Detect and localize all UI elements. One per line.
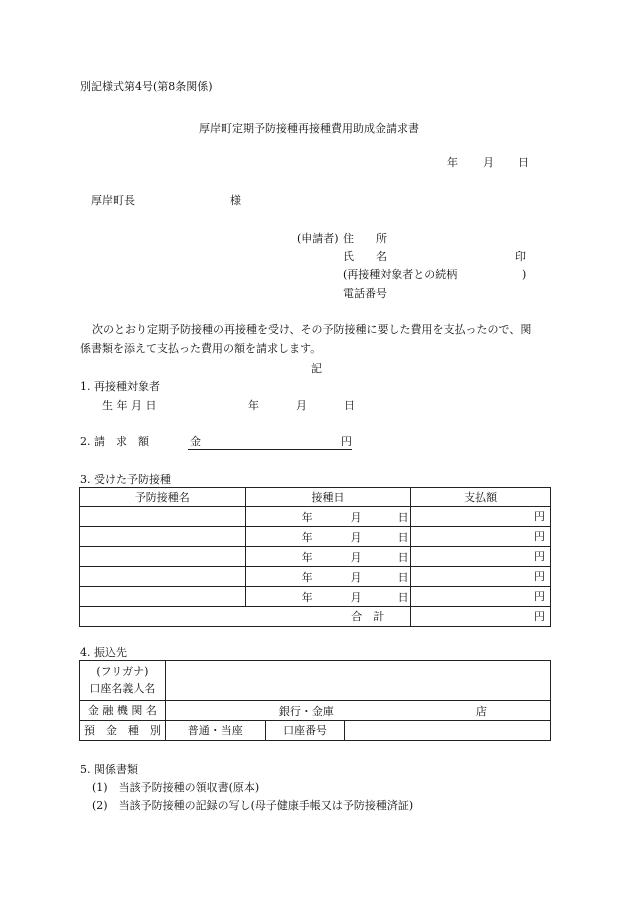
amount-cell[interactable]: 円 bbox=[411, 527, 551, 547]
col-header-amount: 支払額 bbox=[411, 488, 551, 507]
date-month: 月 bbox=[350, 571, 362, 584]
date-day: 日 bbox=[397, 551, 409, 564]
date-month: 月 bbox=[350, 551, 362, 564]
section4-heading: 4. 振込先 bbox=[80, 646, 127, 659]
applicant-label: (申請者) bbox=[297, 232, 339, 245]
bank-type: 銀行・金庫 bbox=[278, 705, 334, 718]
table-row bbox=[80, 567, 551, 587]
amount-cell[interactable]: 円 bbox=[411, 507, 551, 527]
date-day: 日 bbox=[397, 591, 409, 604]
bank-field[interactable] bbox=[165, 701, 550, 721]
date-year: 年 bbox=[301, 551, 313, 564]
date-cell[interactable] bbox=[245, 587, 411, 607]
col-header-date: 接種日 bbox=[245, 488, 411, 507]
name-label: 氏 名 bbox=[343, 250, 387, 263]
seal-mark: 印 bbox=[515, 250, 526, 263]
document-item: (2) 当該予防接種の記録の写し(母子健康手帳又は予防接種済証) bbox=[92, 799, 414, 812]
deposit-type[interactable]: 普通・当座 bbox=[165, 721, 265, 741]
date-month: 月 bbox=[350, 591, 362, 604]
form-number: 別記様式第4号(第8条関係) bbox=[80, 80, 213, 93]
deposit-label: 預 金 種 別 bbox=[80, 721, 166, 741]
total-label: 合 計 bbox=[80, 607, 411, 627]
section1-heading: 1. 再接種対象者 bbox=[80, 380, 160, 393]
account-label: 口座番号 bbox=[265, 721, 345, 741]
table-row bbox=[80, 527, 551, 547]
table-row bbox=[80, 587, 551, 607]
holder-name-field[interactable] bbox=[165, 661, 550, 701]
date-day: 日 bbox=[518, 156, 529, 169]
date-day: 日 bbox=[397, 571, 409, 584]
date-month: 月 bbox=[483, 156, 494, 169]
dob-month: 月 bbox=[296, 399, 307, 412]
date-month: 月 bbox=[350, 511, 362, 524]
date-year: 年 bbox=[301, 511, 313, 524]
address-label: 住 所 bbox=[343, 232, 387, 245]
vaccine-name-cell[interactable] bbox=[80, 567, 246, 587]
ki-mark: 記 bbox=[311, 362, 322, 375]
body-text-line2: 係書類を添えて支払った費用の額を請求します。 bbox=[80, 342, 322, 355]
vaccination-table bbox=[79, 487, 551, 627]
date-day: 日 bbox=[397, 531, 409, 544]
date-year: 年 bbox=[301, 531, 313, 544]
section3-heading: 3. 受けた予防接種 bbox=[80, 473, 171, 486]
amount-cell[interactable]: 円 bbox=[411, 547, 551, 567]
date-year: 年 bbox=[447, 156, 458, 169]
section2-heading: 2. 請 求 額 bbox=[80, 435, 149, 448]
date-day: 日 bbox=[397, 511, 409, 524]
date-cell[interactable] bbox=[245, 567, 411, 587]
body-text-line1: 次のとおり定期予防接種の再接種を受け、その予防接種に要した費用を支払ったので、関 bbox=[92, 323, 532, 336]
amount-underline bbox=[188, 449, 352, 450]
dob-day: 日 bbox=[344, 399, 355, 412]
branch-label: 店 bbox=[475, 705, 487, 718]
bank-label: 金 融 機 関 名 bbox=[80, 701, 166, 721]
account-number-field[interactable] bbox=[345, 721, 551, 741]
date-month: 月 bbox=[350, 531, 362, 544]
document-item: (1) 当該予防接種の領収書(原本) bbox=[92, 781, 260, 794]
date-year: 年 bbox=[301, 591, 313, 604]
total-amount-cell[interactable]: 円 bbox=[411, 607, 551, 627]
bank-table bbox=[79, 660, 551, 741]
date-cell[interactable] bbox=[245, 527, 411, 547]
date-year: 年 bbox=[301, 571, 313, 584]
vaccine-name-cell[interactable] bbox=[80, 587, 246, 607]
page-title: 厚岸町定期予防接種再接種費用助成金請求書 bbox=[199, 122, 419, 135]
holder-label-cell bbox=[80, 661, 166, 701]
relation-label: (再接種対象者との続柄 bbox=[343, 268, 458, 281]
phone-label: 電話番号 bbox=[343, 287, 387, 300]
dob-year: 年 bbox=[248, 399, 259, 412]
col-header-name: 予防接種名 bbox=[80, 488, 246, 507]
amount-prefix: 金 bbox=[190, 435, 201, 448]
holder-label: 口座名義人名 bbox=[89, 681, 156, 695]
addressee-name: 厚岸町長 bbox=[91, 194, 135, 207]
total-row bbox=[80, 607, 551, 627]
amount-unit: 円 bbox=[341, 435, 352, 448]
amount-cell[interactable]: 円 bbox=[411, 587, 551, 607]
dob-label: 生 年 月 日 bbox=[102, 399, 157, 412]
relation-close: ) bbox=[522, 268, 527, 281]
vaccine-name-cell[interactable] bbox=[80, 507, 246, 527]
date-cell[interactable] bbox=[245, 507, 411, 527]
addressee-honorific: 様 bbox=[230, 194, 241, 207]
table-row bbox=[80, 547, 551, 567]
section5-heading: 5. 関係書類 bbox=[80, 763, 138, 776]
vaccine-name-cell[interactable] bbox=[80, 527, 246, 547]
vaccine-name-cell[interactable] bbox=[80, 547, 246, 567]
table-row bbox=[80, 507, 551, 527]
date-cell[interactable] bbox=[245, 547, 411, 567]
amount-cell[interactable]: 円 bbox=[411, 567, 551, 587]
furigana-label: (フリガナ) bbox=[96, 665, 149, 678]
